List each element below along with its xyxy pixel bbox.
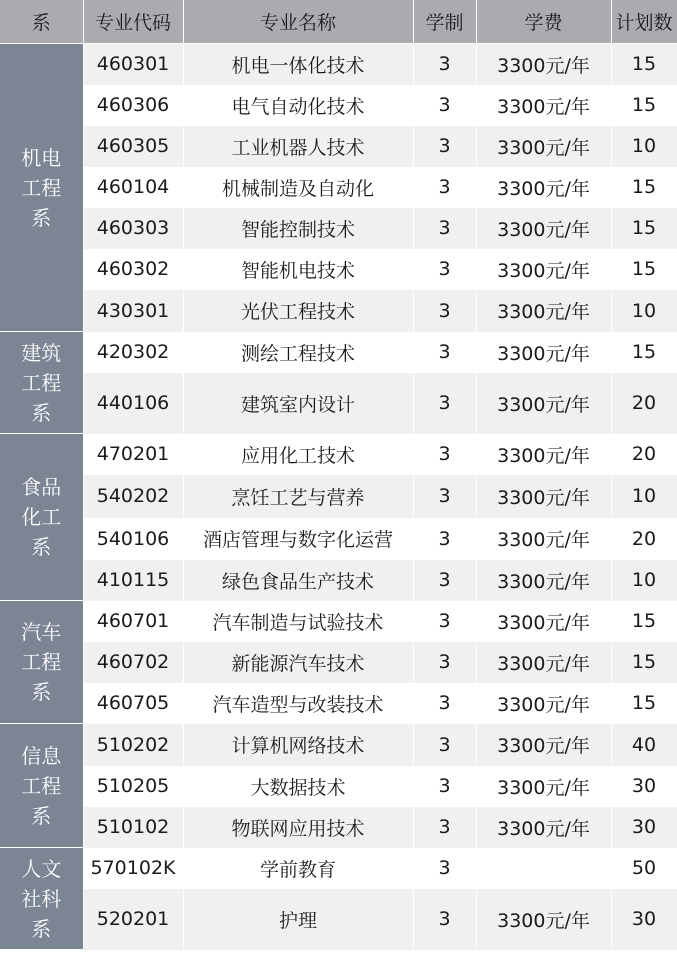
code-cell: 460701 bbox=[83, 601, 183, 642]
table-row bbox=[0, 475, 677, 518]
plan-cell: 10 bbox=[611, 126, 677, 167]
plan-cell: 15 bbox=[611, 85, 677, 126]
code-cell: 430301 bbox=[83, 290, 183, 332]
code-cell: 460302 bbox=[83, 249, 183, 290]
major-cell: 汽车造型与改装技术 bbox=[183, 683, 413, 724]
fee-cell: 3300元/年 bbox=[476, 167, 611, 208]
plan-cell: 15 bbox=[611, 683, 677, 724]
years-cell: 3 bbox=[413, 518, 476, 560]
major-cell: 机电一体化技术 bbox=[183, 44, 413, 85]
code-cell: 460705 bbox=[83, 683, 183, 724]
header-department: 系 bbox=[0, 0, 83, 44]
years-cell: 3 bbox=[413, 560, 476, 601]
department-cell: 建筑 工程 系 bbox=[0, 332, 83, 434]
fee-cell: 3300元/年 bbox=[476, 475, 611, 518]
department-cell: 汽车 工程 系 bbox=[0, 601, 83, 724]
fee-cell bbox=[476, 848, 611, 889]
years-cell: 3 bbox=[413, 126, 476, 167]
plan-cell: 10 bbox=[611, 475, 677, 518]
header-major: 专业名称 bbox=[183, 0, 413, 44]
years-cell: 3 bbox=[413, 373, 476, 434]
plan-cell: 15 bbox=[611, 642, 677, 683]
fee-cell: 3300元/年 bbox=[476, 642, 611, 683]
department-cell: 人文 社科 系 bbox=[0, 848, 83, 950]
table-row bbox=[0, 848, 677, 889]
years-cell: 3 bbox=[413, 434, 476, 475]
department-cell: 机电 工程 系 bbox=[0, 44, 83, 332]
plan-cell: 15 bbox=[611, 44, 677, 85]
table-row bbox=[0, 85, 677, 126]
header-fee: 学费 bbox=[476, 0, 611, 44]
fee-cell: 3300元/年 bbox=[476, 332, 611, 373]
plan-cell: 30 bbox=[611, 766, 677, 807]
years-cell: 3 bbox=[413, 724, 476, 766]
fee-cell: 3300元/年 bbox=[476, 290, 611, 332]
major-cell: 光伏工程技术 bbox=[183, 290, 413, 332]
major-cell: 机械制造及自动化 bbox=[183, 167, 413, 208]
years-cell: 3 bbox=[413, 848, 476, 889]
plan-cell: 20 bbox=[611, 373, 677, 434]
code-cell: 410115 bbox=[83, 560, 183, 601]
code-cell: 520201 bbox=[83, 889, 183, 950]
code-cell: 460306 bbox=[83, 85, 183, 126]
table-header-row bbox=[0, 0, 677, 44]
table-row bbox=[0, 332, 677, 373]
years-cell: 3 bbox=[413, 208, 476, 249]
header-years: 学制 bbox=[413, 0, 476, 44]
department-cell: 食品 化工 系 bbox=[0, 434, 83, 601]
years-cell: 3 bbox=[413, 683, 476, 724]
header-code: 专业代码 bbox=[83, 0, 183, 44]
fee-cell: 3300元/年 bbox=[476, 126, 611, 167]
major-cell: 测绘工程技术 bbox=[183, 332, 413, 373]
table-row bbox=[0, 642, 677, 683]
code-cell: 540106 bbox=[83, 518, 183, 560]
fee-cell: 3300元/年 bbox=[476, 44, 611, 85]
code-cell: 460301 bbox=[83, 44, 183, 85]
major-cell: 计算机网络技术 bbox=[183, 724, 413, 766]
code-cell: 440106 bbox=[83, 373, 183, 434]
years-cell: 3 bbox=[413, 332, 476, 373]
major-cell: 应用化工技术 bbox=[183, 434, 413, 475]
fee-cell: 3300元/年 bbox=[476, 434, 611, 475]
years-cell: 3 bbox=[413, 85, 476, 126]
table-row bbox=[0, 807, 677, 848]
fee-cell: 3300元/年 bbox=[476, 373, 611, 434]
fee-cell: 3300元/年 bbox=[476, 249, 611, 290]
plan-cell: 20 bbox=[611, 434, 677, 475]
plan-cell: 15 bbox=[611, 601, 677, 642]
years-cell: 3 bbox=[413, 249, 476, 290]
major-cell: 护理 bbox=[183, 889, 413, 950]
fee-cell: 3300元/年 bbox=[476, 518, 611, 560]
plan-cell: 15 bbox=[611, 249, 677, 290]
major-cell: 物联网应用技术 bbox=[183, 807, 413, 848]
years-cell: 3 bbox=[413, 290, 476, 332]
fee-cell: 3300元/年 bbox=[476, 889, 611, 950]
code-cell: 460702 bbox=[83, 642, 183, 683]
plan-cell: 30 bbox=[611, 889, 677, 950]
major-cell: 建筑室内设计 bbox=[183, 373, 413, 434]
major-cell: 工业机器人技术 bbox=[183, 126, 413, 167]
table-row bbox=[0, 373, 677, 434]
table-row bbox=[0, 126, 677, 167]
fee-cell: 3300元/年 bbox=[476, 560, 611, 601]
plan-cell: 20 bbox=[611, 518, 677, 560]
table-row bbox=[0, 249, 677, 290]
major-cell: 绿色食品生产技术 bbox=[183, 560, 413, 601]
fee-cell: 3300元/年 bbox=[476, 85, 611, 126]
years-cell: 3 bbox=[413, 475, 476, 518]
major-cell: 大数据技术 bbox=[183, 766, 413, 807]
code-cell: 460305 bbox=[83, 126, 183, 167]
code-cell: 540202 bbox=[83, 475, 183, 518]
code-cell: 510102 bbox=[83, 807, 183, 848]
years-cell: 3 bbox=[413, 766, 476, 807]
major-cell: 学前教育 bbox=[183, 848, 413, 889]
code-cell: 470201 bbox=[83, 434, 183, 475]
table-row bbox=[0, 167, 677, 208]
code-cell: 570102K bbox=[83, 848, 183, 889]
table-row bbox=[0, 44, 677, 85]
table-row bbox=[0, 518, 677, 560]
major-cell: 酒店管理与数字化运营 bbox=[183, 518, 413, 560]
code-cell: 460303 bbox=[83, 208, 183, 249]
plan-cell: 10 bbox=[611, 560, 677, 601]
code-cell: 510202 bbox=[83, 724, 183, 766]
header-plan: 计划数 bbox=[611, 0, 677, 44]
major-cell: 新能源汽车技术 bbox=[183, 642, 413, 683]
major-cell: 智能控制技术 bbox=[183, 208, 413, 249]
major-cell: 智能机电技术 bbox=[183, 249, 413, 290]
fee-cell: 3300元/年 bbox=[476, 766, 611, 807]
years-cell: 3 bbox=[413, 167, 476, 208]
code-cell: 460104 bbox=[83, 167, 183, 208]
fee-cell: 3300元/年 bbox=[476, 724, 611, 766]
years-cell: 3 bbox=[413, 807, 476, 848]
table-row bbox=[0, 601, 677, 642]
plan-cell: 30 bbox=[611, 807, 677, 848]
table-row bbox=[0, 889, 677, 950]
plan-cell: 15 bbox=[611, 332, 677, 373]
years-cell: 3 bbox=[413, 642, 476, 683]
major-cell: 电气自动化技术 bbox=[183, 85, 413, 126]
plan-cell: 40 bbox=[611, 724, 677, 766]
years-cell: 3 bbox=[413, 889, 476, 950]
code-cell: 420302 bbox=[83, 332, 183, 373]
plan-cell: 50 bbox=[611, 848, 677, 889]
fee-cell: 3300元/年 bbox=[476, 601, 611, 642]
department-cell: 信息 工程 系 bbox=[0, 724, 83, 848]
table-row bbox=[0, 724, 677, 766]
table-row bbox=[0, 560, 677, 601]
table-row bbox=[0, 208, 677, 249]
fee-cell: 3300元/年 bbox=[476, 208, 611, 249]
major-cell: 汽车制造与试验技术 bbox=[183, 601, 413, 642]
plan-cell: 15 bbox=[611, 167, 677, 208]
fee-cell: 3300元/年 bbox=[476, 683, 611, 724]
plan-cell: 15 bbox=[611, 208, 677, 249]
table-row bbox=[0, 434, 677, 475]
plan-cell: 10 bbox=[611, 290, 677, 332]
years-cell: 3 bbox=[413, 44, 476, 85]
table-row bbox=[0, 683, 677, 724]
major-cell: 烹饪工艺与营养 bbox=[183, 475, 413, 518]
table-row bbox=[0, 766, 677, 807]
code-cell: 510205 bbox=[83, 766, 183, 807]
table-row bbox=[0, 290, 677, 332]
fee-cell: 3300元/年 bbox=[476, 807, 611, 848]
years-cell: 3 bbox=[413, 601, 476, 642]
